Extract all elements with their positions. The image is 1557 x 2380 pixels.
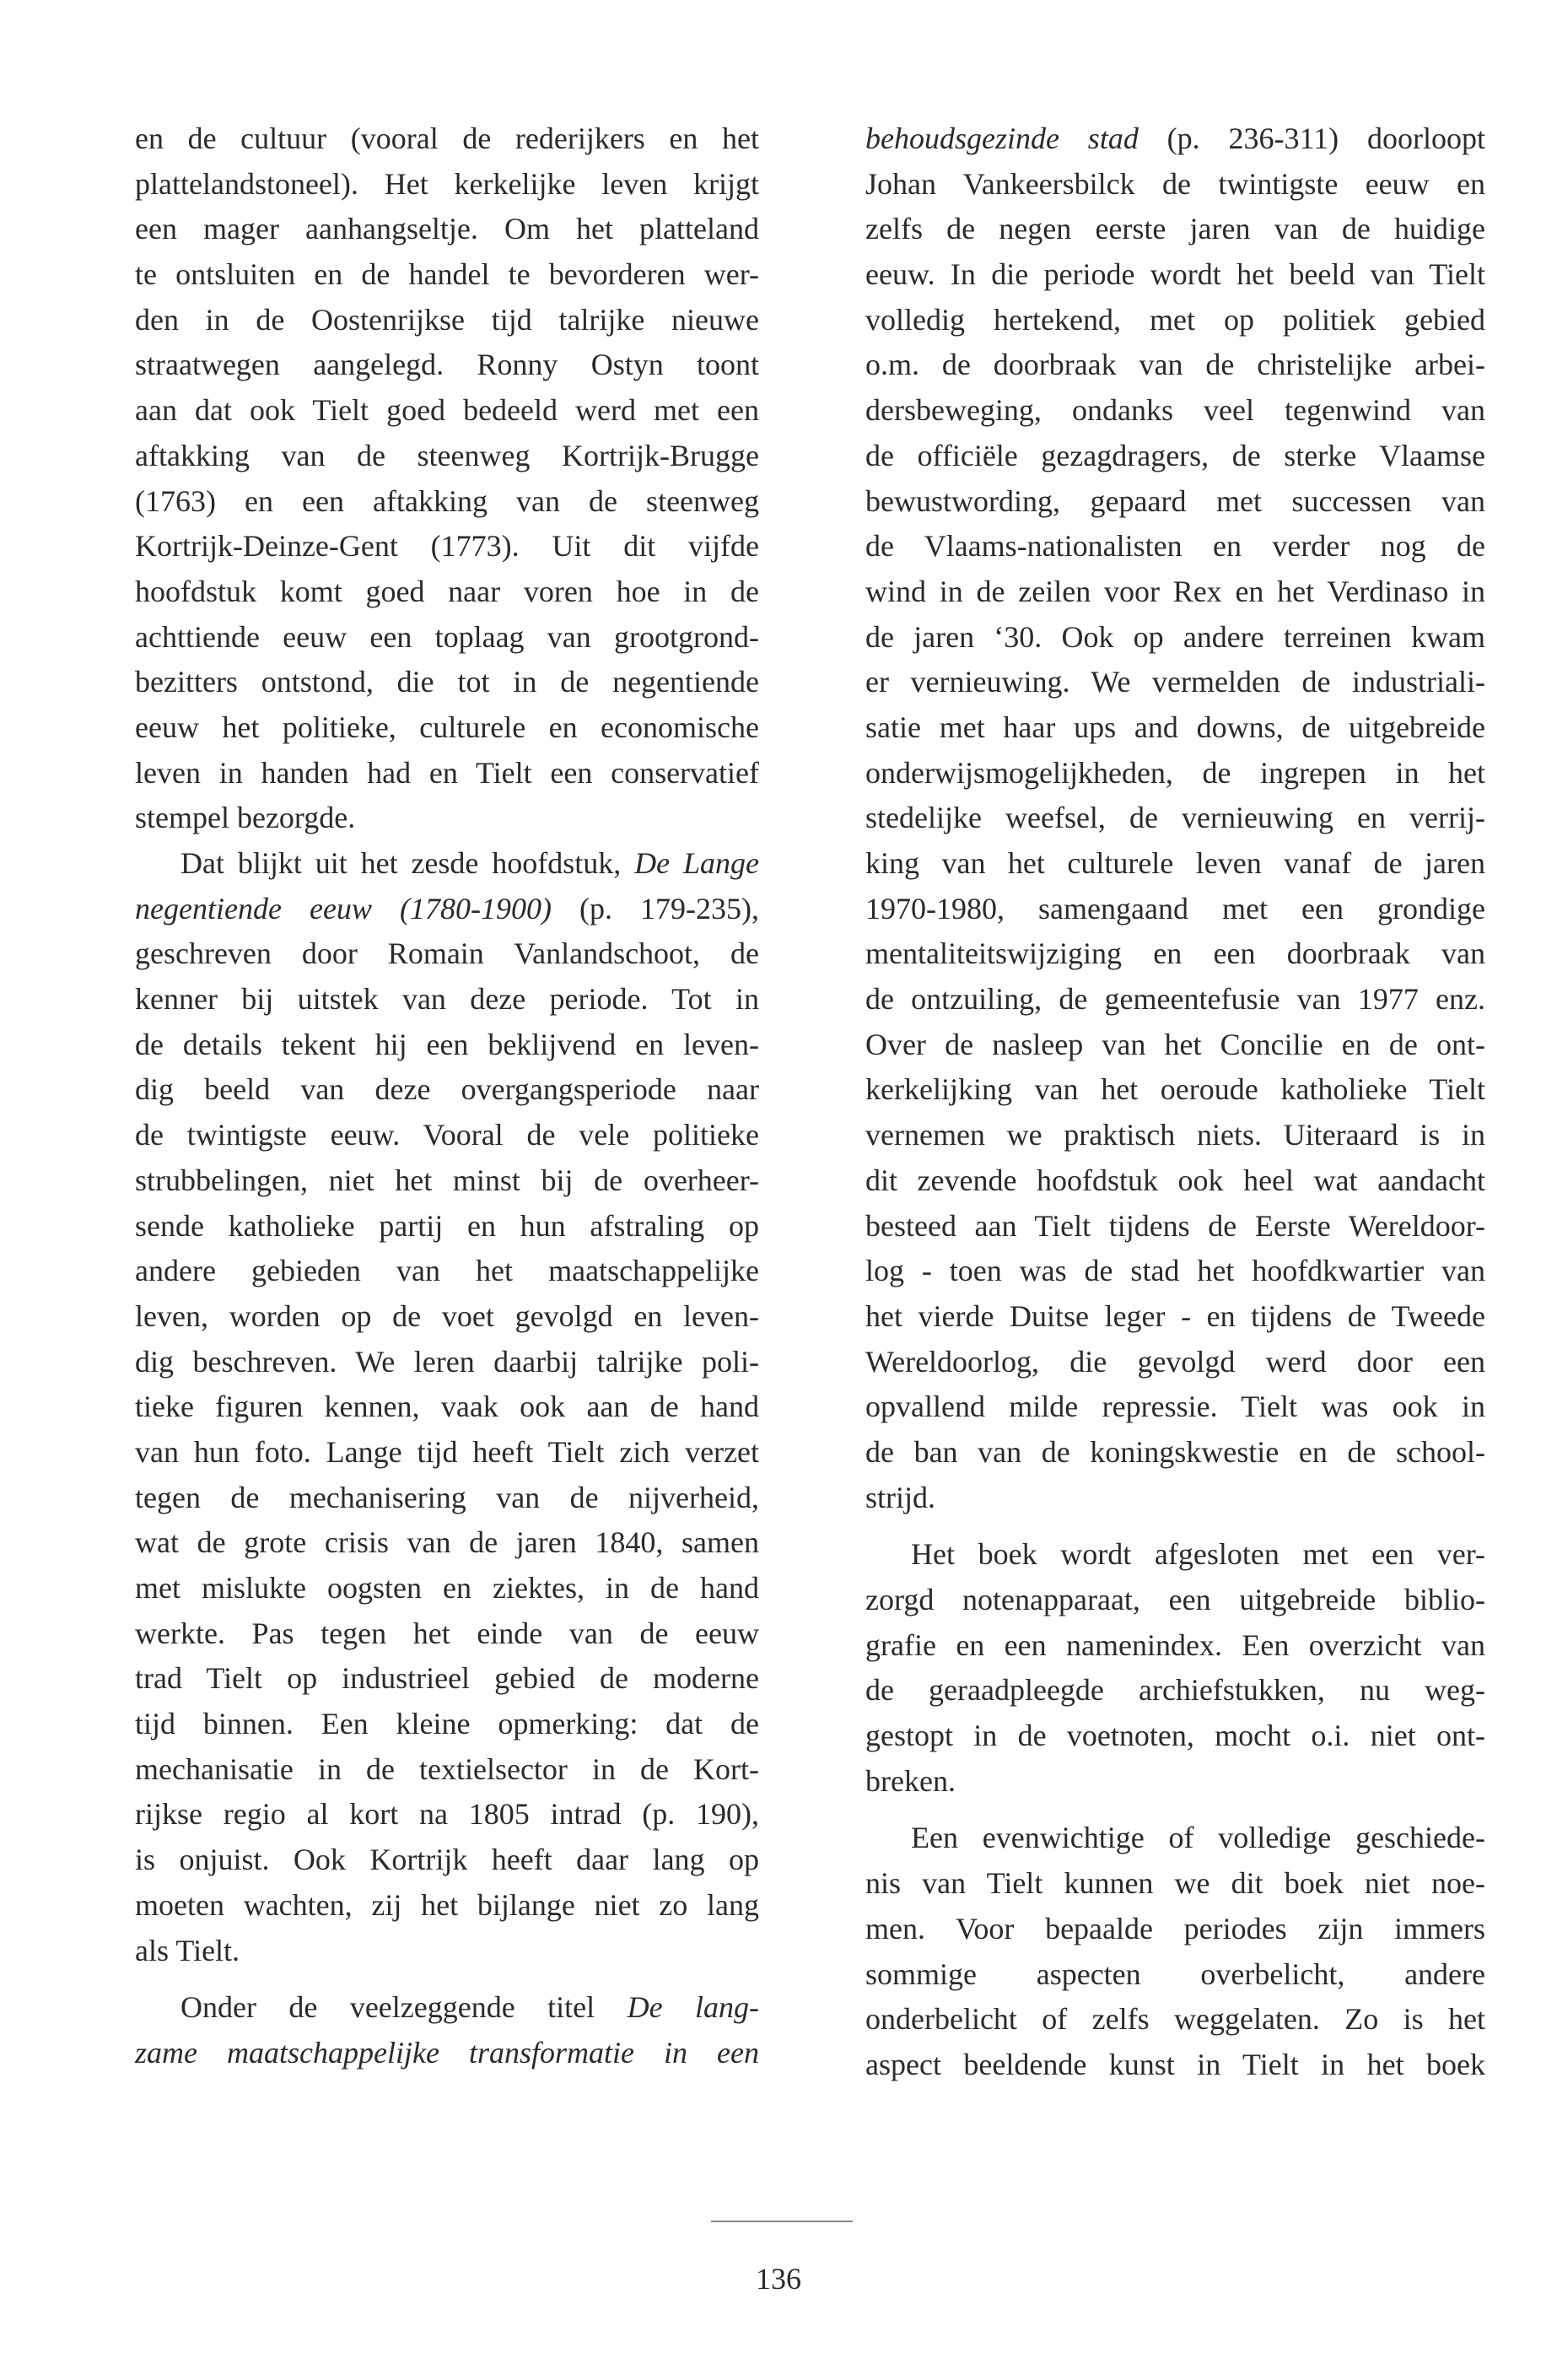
italic-title-text: negentiende eeuw (1780-1900)	[135, 891, 552, 926]
body-text: tegen de mechanisering van de nijverheid,	[135, 1480, 759, 1514]
italic-title-text: zame maatschappelijke transformatie in een	[135, 2035, 759, 2070]
text-line	[865, 162, 1485, 208]
body-text: aftakking van de steenweg Kortrijk-Brugge	[135, 438, 759, 472]
body-text: de jaren ‘30. Ook op andere terreinen kwam	[865, 619, 1485, 654]
text-line	[135, 1023, 759, 1068]
body-text: aspect beeldende kunst in Tielt in het boek	[865, 2047, 1485, 2081]
text-line	[865, 1113, 1485, 1158]
text-line	[865, 388, 1485, 434]
text-line	[135, 388, 759, 434]
body-text: dig beschreven. We leren daarbij talrijke poli-	[135, 1344, 759, 1379]
body-text: rijkse regio al kort na 1805 intrad (p. 190),	[135, 1797, 759, 1832]
body-text: stedelijke weefsel, de vernieuwing en verrij-	[865, 801, 1485, 835]
body-text: sende katholieke partij en hun afstraling op	[135, 1208, 759, 1243]
body-text: Onder de veelzeggende titel	[180, 1990, 628, 2025]
body-text: tieke figuren kennen, vaak ook aan de hand	[135, 1390, 759, 1424]
text-line	[865, 479, 1485, 525]
text-line	[865, 207, 1485, 252]
text-line	[865, 1907, 1485, 1952]
text-line	[865, 977, 1485, 1023]
body-text: dersbeweging, ondanks veel tegenwind van	[865, 393, 1485, 428]
text-line	[865, 615, 1485, 661]
text-line	[135, 1883, 759, 1929]
body-text: mentaliteitswijziging en een doorbraak van	[865, 936, 1485, 971]
body-text: te ontsluiten en de handel te bevorderen wer-	[135, 257, 759, 292]
body-text: met mislukte oogsten en ziektes, in de hand	[135, 1571, 759, 1605]
text-line	[135, 887, 759, 932]
body-text: het vierde Duitse leger - en tijdens de Tweede	[865, 1298, 1485, 1333]
body-text: de details tekent hij een beklijvend en leven-	[135, 1027, 759, 1061]
body-text: den in de Oostenrijkse tijd talrijke nieuwe	[135, 302, 759, 337]
text-line	[135, 1476, 759, 1521]
body-text: strubbelingen, niet het minst bij de overheer-	[135, 1163, 759, 1197]
text-line	[865, 1158, 1485, 1204]
body-text: gestopt in de voetnoten, mocht o.i. niet ont-	[865, 1719, 1485, 1753]
body-text: leven in handen had en Tielt een conservatief	[135, 755, 759, 790]
body-text: volledig hertekend, met op politiek gebied	[865, 302, 1485, 337]
body-text: hoofdstuk komt goed naar voren hoe in de	[135, 574, 759, 608]
body-text: bezitters ontstond, die tot in de negentiende	[135, 665, 759, 699]
body-text: leven, worden op de voet gevolgd en leven-	[135, 1298, 759, 1333]
text-line	[135, 162, 759, 208]
text-line	[865, 1532, 1485, 1578]
text-line	[135, 343, 759, 388]
text-line	[135, 1985, 759, 2031]
italic-title-text: De lang-	[627, 1990, 759, 2025]
body-text: de Vlaams-nationalisten en verder nog de	[865, 529, 1485, 564]
body-text: wat de grote crisis van de jaren 1840, samen	[135, 1525, 759, 1560]
text-line	[865, 1476, 1485, 1521]
text-line	[135, 252, 759, 298]
text-line	[135, 931, 759, 977]
body-text: king van het culturele leven vanaf de jaren	[865, 846, 1485, 880]
body-text: breken.	[865, 1763, 956, 1798]
text-line	[865, 1430, 1485, 1476]
text-line	[135, 569, 759, 615]
body-text: Dat blijkt uit het zesde hoofdstuk,	[180, 846, 635, 880]
text-line	[865, 751, 1485, 796]
body-text: opvallend milde repressie. Tielt was ook in	[865, 1390, 1485, 1424]
body-text: een mager aanhangseltje. Om het platteland	[135, 212, 759, 246]
text-line	[135, 977, 759, 1023]
body-text: bewustwording, gepaard met successen van	[865, 483, 1485, 518]
text-line	[865, 1713, 1485, 1759]
text-line	[865, 1578, 1485, 1623]
body-text: de ontzuiling, de gemeentefusie van 1977 enz.	[865, 982, 1485, 1017]
body-text: Kortrijk-Deinze-Gent (1773). Uit dit vijfde	[135, 529, 759, 564]
body-text: de geraadpleegde archiefstukken, nu weg-	[865, 1673, 1485, 1708]
text-line	[865, 298, 1485, 343]
body-text: plattelandstoneel). Het kerkelijke leven krijgt	[135, 166, 759, 201]
body-text: log - toen was de stad het hoofdkwartier van	[865, 1254, 1485, 1288]
text-line	[865, 1294, 1485, 1340]
text-line	[865, 252, 1485, 298]
page-number: 136	[756, 2262, 801, 2296]
body-text: vernemen we praktisch niets. Uiteraard is in	[865, 1118, 1485, 1152]
text-line	[135, 1294, 759, 1340]
body-text: kerkelijking van het oeroude katholieke Tielt	[865, 1072, 1485, 1107]
text-line	[135, 1611, 759, 1657]
text-line	[135, 796, 759, 841]
body-text: Johan Vankeersbilck de twintigste eeuw en	[865, 166, 1485, 201]
text-line	[865, 1816, 1485, 1861]
body-text: straatwegen aangelegd. Ronny Ostyn toont	[135, 348, 759, 382]
body-text: werkte. Pas tegen het einde van de eeuw	[135, 1616, 759, 1650]
text-line	[135, 1566, 759, 1611]
body-text: andere gebieden van het maatschappelijke	[135, 1254, 759, 1288]
text-line	[865, 1384, 1485, 1430]
body-text: tijd binnen. Een kleine opmerking: dat de	[135, 1707, 759, 1741]
body-text: (1763) en een aftakking van de steenweg	[135, 483, 759, 518]
right-column	[865, 116, 1485, 2088]
body-text: aan dat ook Tielt goed bedeeld werd met een	[135, 393, 759, 428]
text-line	[865, 1861, 1485, 1907]
body-text: mechanisatie in de textielsector in de Kort-	[135, 1751, 759, 1786]
body-text: wind in de zeilen voor Rex en het Verdinaso in	[865, 574, 1485, 608]
text-line	[135, 434, 759, 479]
body-text: onderwijsmogelijkheden, de ingrepen in het	[865, 755, 1485, 790]
text-line	[135, 479, 759, 525]
text-line	[135, 841, 759, 887]
text-line	[865, 343, 1485, 388]
left-column	[135, 116, 759, 2076]
text-line	[135, 1929, 759, 1974]
text-line	[135, 1204, 759, 1249]
body-text: strijd.	[865, 1480, 936, 1514]
text-line	[135, 1792, 759, 1838]
text-line	[135, 1520, 759, 1566]
text-line	[865, 705, 1485, 751]
text-line	[865, 887, 1485, 932]
text-line	[865, 931, 1485, 977]
italic-title-text: De Lange	[634, 846, 759, 880]
body-text: geschreven door Romain Vanlandschoot, de	[135, 936, 759, 971]
text-line	[135, 1384, 759, 1430]
body-text: (p. 236-311) doorloopt	[1138, 121, 1486, 155]
text-line	[865, 1249, 1485, 1294]
body-text: eeuw. In die periode wordt het beeld van Tielt	[865, 257, 1485, 292]
text-line	[865, 1340, 1485, 1385]
body-text: trad Tielt op industrieel gebied de moderne	[135, 1661, 759, 1696]
text-line	[865, 1067, 1485, 1113]
text-line	[865, 524, 1485, 569]
body-text: o.m. de doorbraak van de christelijke arbei-	[865, 348, 1485, 382]
text-line	[865, 1952, 1485, 1998]
text-line	[865, 434, 1485, 479]
text-line	[135, 1702, 759, 1747]
body-text: is onjuist. Ook Kortrijk heeft daar lang op	[135, 1843, 759, 1877]
body-text: en de cultuur (vooral de rederijkers en het	[135, 121, 759, 155]
text-line	[865, 1204, 1485, 1249]
text-line	[865, 796, 1485, 841]
text-line	[865, 1623, 1485, 1669]
body-text: (p. 179-235),	[551, 891, 759, 926]
text-line	[865, 841, 1485, 887]
body-text: dig beeld van deze overgangsperiode naar	[135, 1072, 759, 1107]
body-text: 1970-1980, samengaand met een grondige	[865, 891, 1485, 926]
text-line	[135, 751, 759, 796]
text-line	[135, 1656, 759, 1702]
body-text: satie met haar ups and downs, de uitgebreide	[865, 710, 1485, 744]
text-line	[135, 1747, 759, 1793]
body-text: de officiële gezagdragers, de sterke Vlaamse	[865, 438, 1485, 472]
text-line	[135, 524, 759, 569]
body-text: besteed aan Tielt tijdens de Eerste Wereldoor-	[865, 1208, 1485, 1243]
body-text: grafie en een namenindex. Een overzicht van	[865, 1627, 1485, 1662]
body-text: kenner bij uitstek van deze periode. Tot in	[135, 982, 759, 1017]
text-line	[135, 660, 759, 705]
body-text: de twintigste eeuw. Vooral de vele politieke	[135, 1118, 759, 1152]
italic-title-text: behoudsgezinde stad	[865, 121, 1139, 155]
body-text: sommige aspecten overbelicht, andere	[865, 1956, 1485, 1991]
body-text: nis van Tielt kunnen we dit boek niet noe-	[865, 1866, 1485, 1901]
text-line	[865, 116, 1485, 162]
text-line	[135, 116, 759, 162]
text-line	[865, 1023, 1485, 1068]
text-line	[865, 1668, 1485, 1713]
text-line	[135, 1430, 759, 1476]
text-line	[135, 1340, 759, 1385]
body-text: Wereldoorlog, die gevolgd werd door een	[865, 1344, 1485, 1379]
body-text: van hun foto. Lange tijd heeft Tielt zich verzet	[135, 1434, 759, 1469]
body-text: er vernieuwing. We vermelden de industriali-	[865, 665, 1485, 699]
text-line	[135, 1249, 759, 1294]
body-text: zorgd notenapparaat, een uitgebreide biblio-	[865, 1583, 1485, 1616]
text-line	[135, 705, 759, 751]
body-text: stempel bezorgde.	[135, 801, 356, 835]
body-text: onderbelicht of zelfs weggelaten. Zo is het	[865, 2002, 1485, 2037]
text-line	[135, 1113, 759, 1158]
footer-rule	[711, 2221, 853, 2222]
body-text: als Tielt.	[135, 1933, 240, 1967]
text-line	[865, 660, 1485, 705]
body-text: men. Voor bepaalde periodes zijn immers	[865, 1911, 1485, 1946]
body-text: eeuw het politieke, culturele en economische	[135, 710, 759, 744]
text-line	[135, 2031, 759, 2076]
body-text: moeten wachten, zij het bijlange niet zo lang	[135, 1887, 759, 1922]
body-text: dit zevende hoofdstuk ook heel wat aandacht	[865, 1163, 1485, 1197]
text-line	[135, 1158, 759, 1204]
body-text: zelfs de negen eerste jaren van de huidige	[865, 212, 1485, 246]
body-text: de ban van de koningskwestie en de school-	[865, 1434, 1485, 1469]
text-line	[135, 615, 759, 661]
text-line	[865, 569, 1485, 615]
text-line	[135, 1067, 759, 1113]
text-line	[135, 1838, 759, 1883]
body-text: Over de nasleep van het Concilie en de ont-	[865, 1027, 1485, 1061]
text-line	[865, 1997, 1485, 2043]
text-line	[865, 2043, 1485, 2088]
text-line	[135, 207, 759, 252]
body-text: Een evenwichtige of volledige geschiede-	[911, 1821, 1485, 1855]
text-line	[865, 1759, 1485, 1805]
text-line	[135, 298, 759, 343]
body-text: achttiende eeuw een toplaag van grootgrond-	[135, 619, 759, 654]
body-text: Het boek wordt afgesloten met een ver-	[911, 1537, 1485, 1572]
